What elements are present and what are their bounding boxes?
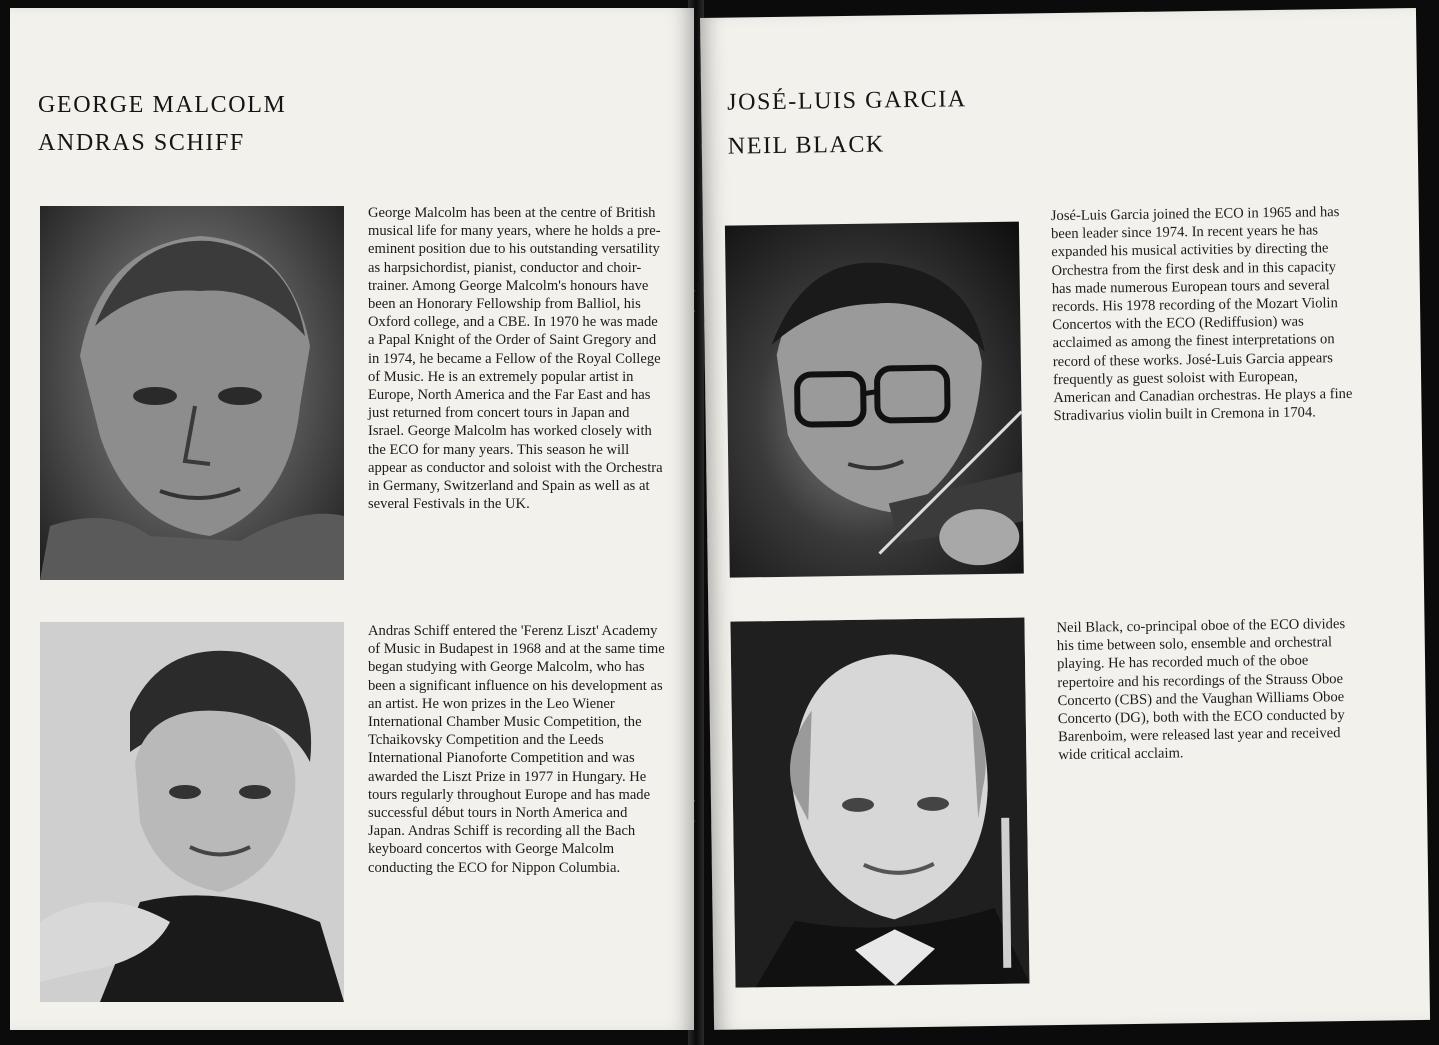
left-page — [10, 8, 694, 1030]
heading-jose-luis-garcia: JOSÉ-LUIS GARCIA — [727, 86, 967, 116]
heading-neil-black: NEIL BLACK — [727, 131, 886, 160]
portrait-andras-schiff-icon — [40, 622, 344, 1002]
bio-neil-black: Neil Black, co-principal oboe of the ECO divides his time between solo, ensemble and orchestral playing. He has recorded much of the oboe repertoire and his recordings of the Strauss Oboe Concerto (CBS) and the Vaughan Williams Oboe Concerto (DG), both with the ECO conducted by Barenboim, were released last year and received wide critical acclaim. — [1056, 616, 1346, 764]
portrait-jose-luis-garcia-icon — [725, 222, 1024, 578]
portrait-jose-luis-garcia-photo — [725, 222, 1024, 578]
heading-george-malcolm: GEORGE MALCOLM — [38, 92, 287, 118]
portrait-andras-schiff-photo — [40, 622, 344, 1002]
portrait-neil-black-photo — [730, 618, 1029, 988]
portrait-george-malcolm-photo — [40, 206, 344, 580]
bio-jose-luis-garcia: José-Luis Garcia joined the ECO in 1965 and has been leader since 1974. In recent years he has expanded his musical activities by directing the Orchestra from the first desk and in this capacity has made numerous European tours and several records. His 1978 recording of the Mozart Violin Concertos with the ECO (Rediffusion) was acclaimed as among the finest interpretations on record of these works. José-Luis Garcia appears frequently as guest soloist with European, American and Canadian orchestras. He plays a fine Stradivarius violin built in Cremona in 1704. — [1050, 204, 1353, 425]
heading-andras-schiff: ANDRAS SCHIFF — [38, 130, 245, 156]
portrait-george-malcolm-icon — [40, 206, 344, 580]
right-page — [700, 8, 1430, 1030]
portrait-neil-black-icon — [730, 618, 1029, 988]
bio-george-malcolm: George Malcolm has been at the centre of British musical life for many years, where he holds a pre-eminent position due to his outstanding versatility as harpsichordist, pianist, conductor and choir-trainer. Among George Malcolm's honours have been an Honorary Fellowship from Balliol, his Oxford college, and a CBE. In 1970 he was made a Papal Knight of the Order of Saint Gregory and in 1974, he became a Fellow of the Royal College of Music. He is an extremely popular artist in Europe, North America and the Far East and has just returned from concert tours in Japan and Israel. George Malcolm has worked closely with the ECO for many years. This season he will appear as conductor and soloist with the Orchestra in Germany, Switzerland and Spain as well as at several Festivals in the UK. — [368, 205, 663, 513]
bio-andras-schiff: Andras Schiff entered the 'Ferenz Liszt' Academy of Music in Budapest in 1968 and at the same time began studying with George Malcolm, who has been a significant influence on his development as an artist. He won prizes in the Leo Wiener International Chamber Music Competition, the Tchaikovsky Competition and the Leeds International Pianoforte Competition and was awarded the Liszt Prize in 1977 in Hungary. He tours regularly throughout Europe and has made successful début tours in North America and Japan. Andras Schiff is recording all the Bach keyboard concertos with George Malcolm conducting the ECO for Nippon Columbia. — [368, 623, 665, 876]
